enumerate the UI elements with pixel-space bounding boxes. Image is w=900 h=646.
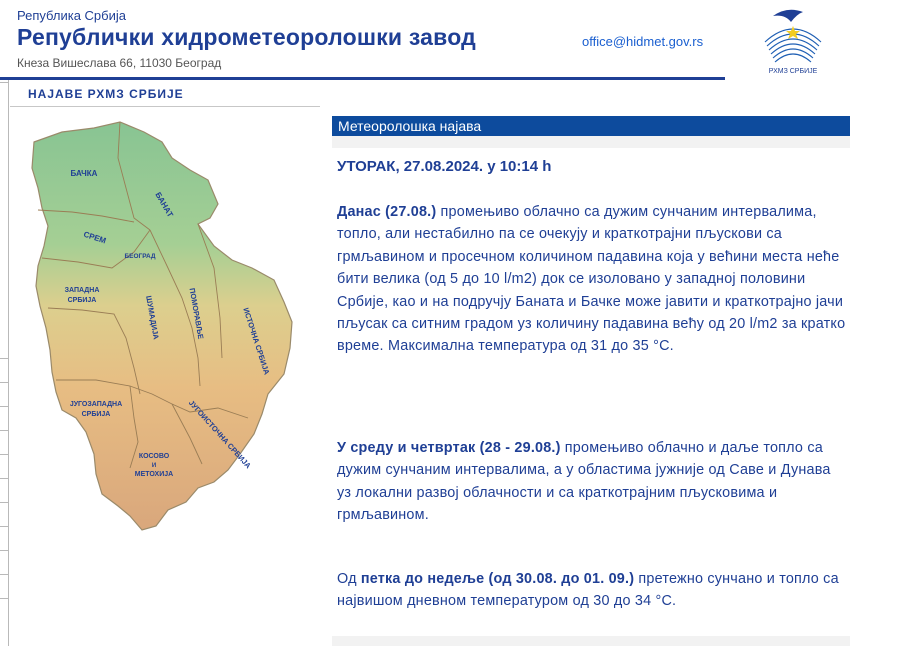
forecast-wed-thu-text: промењиво облачно и даље топло са дужим сунчаним интервалима, а у областима јужније од Саве и Дунава уз локални развој облачности и са краткотрајним пљусковима и грмљавином. [337, 440, 831, 524]
logo-text: РХМЗ СРБИЈЕ [768, 68, 818, 75]
section-underline [10, 106, 320, 107]
forecast-date: УТОРАК, 27.08.2024. у 10:14 h [337, 158, 552, 175]
map-label-jugozapadna-srbija[interactable]: ЈУГОЗАПАДНА СРБИЈА [69, 401, 123, 418]
map-label-jugoistocna-srbija[interactable]: ЈУГОИСТОЧНА СРБИЈА [186, 398, 253, 471]
email-link[interactable]: office@hidmet.gov.rs [582, 34, 704, 49]
map-label-kosovo-metohija[interactable]: КОСОВО И МЕТОХИЈА [134, 453, 174, 478]
org-small-title: Република Србија [17, 8, 126, 23]
org-title[interactable]: Републички хидрометеоролошки завод [17, 24, 476, 50]
forecast-fri-sun-text: претежно сунчано и топло са највишом дневном температуром од 30 до 34 °C. [337, 571, 839, 610]
map-label-zapadna-srbija[interactable]: ЗАПАДНА СРБИЈА [64, 287, 100, 304]
forecast-header-shade [332, 136, 850, 148]
left-nav-strip [0, 80, 9, 646]
serbia-region-map[interactable] [22, 118, 322, 538]
forecast-today-text: промењиво облачно са дужим сунчаним интервалима, топло, али нестабилно па се очекују и краткотрајни пљускови са грмљавином и просечном количином падавина која у већини места неће бити велика (од 5 до 10 l/m2) док се изоловано у западној половини Србије, као и на подручју Баната и Бачке може јавити и краткотрајно јачи пљусак са ситним градом уз количину падавина већу од 20 l/m2 за кратко време. Максимална температура од 31 до 35 °C. [337, 204, 846, 355]
map-label-pomoravlje[interactable]: ПОМОРАВЉЕ [187, 287, 206, 340]
forecast-wed-thu-lead: У среду и четвртак (28 - 29.08.) [337, 440, 561, 456]
forecast-fri-sun-lead: петка до недеље (од 30.08. до 01. 09.) [360, 571, 635, 587]
forecast-today [337, 201, 847, 358]
rhmz-logo-icon[interactable] [757, 2, 829, 76]
forecast-header-bar: Метеоролошка најава [332, 116, 850, 136]
forecast-wed-thu [337, 437, 847, 527]
map-label-beograd[interactable]: БЕОГРАД [124, 253, 156, 260]
forecast-fri-sun-pre: Од [337, 571, 361, 587]
org-address: Кнеза Вишеслава 66, 11030 Београд [17, 56, 222, 70]
forecast-fri-sun [337, 568, 847, 613]
section-title[interactable]: НАЈАВЕ РХМЗ СРБИЈЕ [28, 87, 184, 101]
map-label-istocna-srbija[interactable]: ИСТОЧНА СРБИЈА [241, 306, 272, 376]
forecast-today-lead: Данас (27.08.) [337, 204, 437, 220]
site-header [0, 0, 900, 78]
content-bottom-shade [332, 636, 850, 646]
map-label-banat[interactable]: БАНАТ [153, 190, 175, 219]
map-label-srem[interactable]: СРЕМ [82, 229, 108, 246]
map-label-backa[interactable]: БАЧКА [70, 169, 98, 178]
map-label-sumadija[interactable]: ШУМАДИЈА [144, 294, 161, 341]
header-divider [0, 77, 725, 80]
